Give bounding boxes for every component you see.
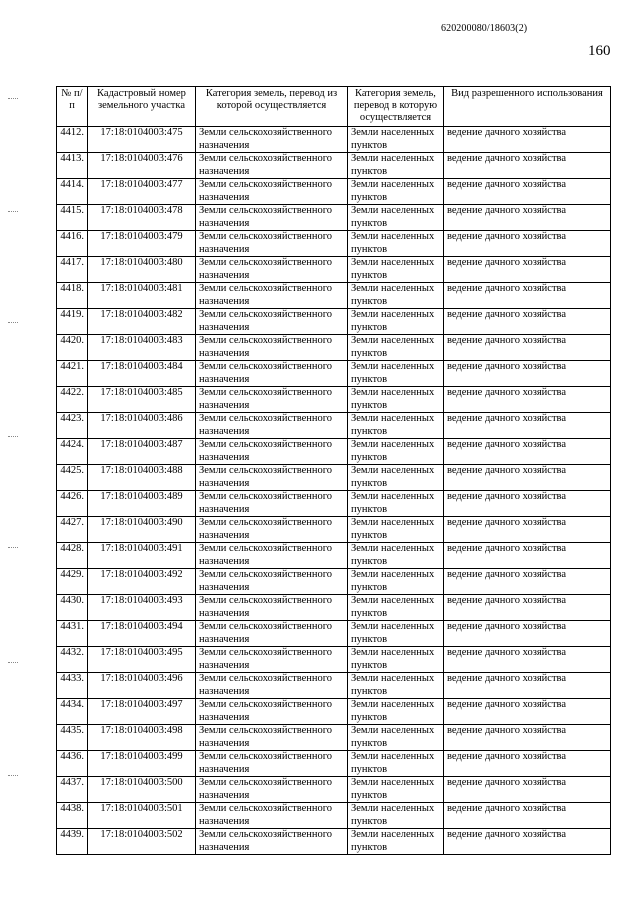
category-to-cell: Земли населенных пунктов <box>348 179 444 205</box>
permitted-use-cell: ведение дачного хозяйства <box>444 439 611 465</box>
category-from-cell: Земли сельскохозяйственного назначения <box>196 309 348 335</box>
row-number-cell: 4421. <box>57 361 88 387</box>
table-row <box>57 283 611 309</box>
table-row <box>57 153 611 179</box>
row-number-cell: 4428. <box>57 543 88 569</box>
row-number-cell: 4431. <box>57 621 88 647</box>
category-from-cell: Земли сельскохозяйственного назначения <box>196 491 348 517</box>
row-number-cell: 4438. <box>57 803 88 829</box>
row-number-cell: 4429. <box>57 569 88 595</box>
row-number-cell: 4414. <box>57 179 88 205</box>
cadastral-number-cell: 17:18:0104003:488 <box>88 465 196 491</box>
category-to-cell: Земли населенных пунктов <box>348 413 444 439</box>
cadastral-number-cell: 17:18:0104003:487 <box>88 439 196 465</box>
cadastral-number-cell: 17:18:0104003:476 <box>88 153 196 179</box>
permitted-use-cell: ведение дачного хозяйства <box>444 153 611 179</box>
category-to-cell: Земли населенных пунктов <box>348 231 444 257</box>
category-to-cell: Земли населенных пунктов <box>348 153 444 179</box>
permitted-use-cell: ведение дачного хозяйства <box>444 335 611 361</box>
cadastral-number-cell: 17:18:0104003:499 <box>88 751 196 777</box>
header-permitted-use: Вид разрешенного использования <box>444 87 611 127</box>
cadastral-number-cell: 17:18:0104003:483 <box>88 335 196 361</box>
land-registry-table <box>56 86 611 855</box>
row-number-cell: 4427. <box>57 517 88 543</box>
table-row <box>57 491 611 517</box>
category-from-cell: Земли сельскохозяйственного назначения <box>196 543 348 569</box>
table-row <box>57 361 611 387</box>
permitted-use-cell: ведение дачного хозяйства <box>444 829 611 855</box>
permitted-use-cell: ведение дачного хозяйства <box>444 491 611 517</box>
category-to-cell: Земли населенных пунктов <box>348 283 444 309</box>
page-number: 160 <box>588 43 611 59</box>
category-to-cell: Земли населенных пунктов <box>348 777 444 803</box>
permitted-use-cell: ведение дачного хозяйства <box>444 127 611 153</box>
category-from-cell: Земли сельскохозяйственного назначения <box>196 153 348 179</box>
permitted-use-cell: ведение дачного хозяйства <box>444 647 611 673</box>
cadastral-number-cell: 17:18:0104003:502 <box>88 829 196 855</box>
cadastral-number-cell: 17:18:0104003:495 <box>88 647 196 673</box>
permitted-use-cell: ведение дачного хозяйства <box>444 387 611 413</box>
cadastral-number-cell: 17:18:0104003:492 <box>88 569 196 595</box>
permitted-use-cell: ведение дачного хозяйства <box>444 283 611 309</box>
table-row <box>57 569 611 595</box>
cadastral-number-cell: 17:18:0104003:489 <box>88 491 196 517</box>
category-to-cell: Земли населенных пунктов <box>348 803 444 829</box>
permitted-use-cell: ведение дачного хозяйства <box>444 725 611 751</box>
table-row <box>57 595 611 621</box>
permitted-use-cell: ведение дачного хозяйства <box>444 309 611 335</box>
category-to-cell: Земли населенных пунктов <box>348 517 444 543</box>
category-to-cell: Земли населенных пунктов <box>348 205 444 231</box>
permitted-use-cell: ведение дачного хозяйства <box>444 179 611 205</box>
category-from-cell: Земли сельскохозяйственного назначения <box>196 517 348 543</box>
table-row <box>57 517 611 543</box>
header-category-from: Категория земель, перевод из которой осуществляется <box>196 87 348 127</box>
permitted-use-cell: ведение дачного хозяйства <box>444 257 611 283</box>
category-to-cell: Земли населенных пунктов <box>348 595 444 621</box>
category-to-cell: Земли населенных пунктов <box>348 361 444 387</box>
table-row <box>57 309 611 335</box>
category-to-cell: Земли населенных пунктов <box>348 335 444 361</box>
category-to-cell: Земли населенных пунктов <box>348 751 444 777</box>
cadastral-number-cell: 17:18:0104003:496 <box>88 673 196 699</box>
table-header-row <box>57 87 611 127</box>
cadastral-number-cell: 17:18:0104003:486 <box>88 413 196 439</box>
category-from-cell: Земли сельскохозяйственного назначения <box>196 803 348 829</box>
category-to-cell: Земли населенных пунктов <box>348 439 444 465</box>
permitted-use-cell: ведение дачного хозяйства <box>444 231 611 257</box>
category-from-cell: Земли сельскохозяйственного назначения <box>196 127 348 153</box>
category-to-cell: Земли населенных пунктов <box>348 309 444 335</box>
permitted-use-cell: ведение дачного хозяйства <box>444 413 611 439</box>
table-row <box>57 829 611 855</box>
table-row <box>57 777 611 803</box>
category-from-cell: Земли сельскохозяйственного назначения <box>196 439 348 465</box>
table-row <box>57 803 611 829</box>
table-body <box>57 127 611 855</box>
category-to-cell: Земли населенных пунктов <box>348 543 444 569</box>
category-to-cell: Земли населенных пунктов <box>348 725 444 751</box>
category-to-cell: Земли населенных пунктов <box>348 673 444 699</box>
table-row <box>57 725 611 751</box>
category-to-cell: Земли населенных пунктов <box>348 647 444 673</box>
category-from-cell: Земли сельскохозяйственного назначения <box>196 283 348 309</box>
permitted-use-cell: ведение дачного хозяйства <box>444 543 611 569</box>
scan-margin-marks <box>0 0 30 905</box>
permitted-use-cell: ведение дачного хозяйства <box>444 621 611 647</box>
permitted-use-cell: ведение дачного хозяйства <box>444 699 611 725</box>
table-row <box>57 439 611 465</box>
permitted-use-cell: ведение дачного хозяйства <box>444 673 611 699</box>
category-to-cell: Земли населенных пунктов <box>348 257 444 283</box>
row-number-cell: 4423. <box>57 413 88 439</box>
category-from-cell: Земли сельскохозяйственного назначения <box>196 621 348 647</box>
permitted-use-cell: ведение дачного хозяйства <box>444 361 611 387</box>
table-row <box>57 751 611 777</box>
cadastral-number-cell: 17:18:0104003:501 <box>88 803 196 829</box>
row-number-cell: 4434. <box>57 699 88 725</box>
cadastral-number-cell: 17:18:0104003:481 <box>88 283 196 309</box>
header-number: № п/п <box>57 87 88 127</box>
row-number-cell: 4433. <box>57 673 88 699</box>
category-from-cell: Земли сельскохозяйственного назначения <box>196 673 348 699</box>
category-to-cell: Земли населенных пунктов <box>348 387 444 413</box>
permitted-use-cell: ведение дачного хозяйства <box>444 595 611 621</box>
row-number-cell: 4426. <box>57 491 88 517</box>
cadastral-number-cell: 17:18:0104003:494 <box>88 621 196 647</box>
category-from-cell: Земли сельскохозяйственного назначения <box>196 335 348 361</box>
category-to-cell: Земли населенных пунктов <box>348 569 444 595</box>
category-from-cell: Земли сельскохозяйственного назначения <box>196 699 348 725</box>
row-number-cell: 4435. <box>57 725 88 751</box>
cadastral-number-cell: 17:18:0104003:485 <box>88 387 196 413</box>
cadastral-number-cell: 17:18:0104003:491 <box>88 543 196 569</box>
category-to-cell: Земли населенных пунктов <box>348 127 444 153</box>
row-number-cell: 4439. <box>57 829 88 855</box>
row-number-cell: 4432. <box>57 647 88 673</box>
table-row <box>57 413 611 439</box>
row-number-cell: 4416. <box>57 231 88 257</box>
row-number-cell: 4419. <box>57 309 88 335</box>
row-number-cell: 4424. <box>57 439 88 465</box>
row-number-cell: 4425. <box>57 465 88 491</box>
category-from-cell: Земли сельскохозяйственного назначения <box>196 179 348 205</box>
permitted-use-cell: ведение дачного хозяйства <box>444 803 611 829</box>
cadastral-number-cell: 17:18:0104003:475 <box>88 127 196 153</box>
table-row <box>57 335 611 361</box>
permitted-use-cell: ведение дачного хозяйства <box>444 517 611 543</box>
cadastral-number-cell: 17:18:0104003:500 <box>88 777 196 803</box>
table-row <box>57 647 611 673</box>
cadastral-number-cell: 17:18:0104003:478 <box>88 205 196 231</box>
row-number-cell: 4415. <box>57 205 88 231</box>
cadastral-number-cell: 17:18:0104003:484 <box>88 361 196 387</box>
category-from-cell: Земли сельскохозяйственного назначения <box>196 413 348 439</box>
row-number-cell: 4412. <box>57 127 88 153</box>
cadastral-number-cell: 17:18:0104003:482 <box>88 309 196 335</box>
category-to-cell: Земли населенных пунктов <box>348 491 444 517</box>
row-number-cell: 4422. <box>57 387 88 413</box>
category-to-cell: Земли населенных пунктов <box>348 621 444 647</box>
permitted-use-cell: ведение дачного хозяйства <box>444 205 611 231</box>
category-from-cell: Земли сельскохозяйственного назначения <box>196 829 348 855</box>
cadastral-number-cell: 17:18:0104003:497 <box>88 699 196 725</box>
category-from-cell: Земли сельскохозяйственного назначения <box>196 647 348 673</box>
cadastral-number-cell: 17:18:0104003:493 <box>88 595 196 621</box>
table-row <box>57 673 611 699</box>
category-from-cell: Земли сельскохозяйственного назначения <box>196 777 348 803</box>
permitted-use-cell: ведение дачного хозяйства <box>444 751 611 777</box>
row-number-cell: 4430. <box>57 595 88 621</box>
row-number-cell: 4420. <box>57 335 88 361</box>
category-from-cell: Земли сельскохозяйственного назначения <box>196 387 348 413</box>
table-row <box>57 699 611 725</box>
header-category-to: Категория земель, перевод в которую осуществляется <box>348 87 444 127</box>
row-number-cell: 4418. <box>57 283 88 309</box>
category-from-cell: Земли сельскохозяйственного назначения <box>196 361 348 387</box>
cadastral-number-cell: 17:18:0104003:490 <box>88 517 196 543</box>
category-from-cell: Земли сельскохозяйственного назначения <box>196 257 348 283</box>
category-to-cell: Земли населенных пунктов <box>348 465 444 491</box>
category-to-cell: Земли населенных пунктов <box>348 699 444 725</box>
row-number-cell: 4413. <box>57 153 88 179</box>
table-row <box>57 179 611 205</box>
table-row <box>57 621 611 647</box>
category-to-cell: Земли населенных пунктов <box>348 829 444 855</box>
table-row <box>57 465 611 491</box>
category-from-cell: Земли сельскохозяйственного назначения <box>196 569 348 595</box>
table-row <box>57 231 611 257</box>
table-row <box>57 387 611 413</box>
table-row <box>57 257 611 283</box>
permitted-use-cell: ведение дачного хозяйства <box>444 465 611 491</box>
category-from-cell: Земли сельскохозяйственного назначения <box>196 231 348 257</box>
permitted-use-cell: ведение дачного хозяйства <box>444 777 611 803</box>
category-from-cell: Земли сельскохозяйственного назначения <box>196 465 348 491</box>
category-from-cell: Земли сельскохозяйственного назначения <box>196 751 348 777</box>
row-number-cell: 4437. <box>57 777 88 803</box>
permitted-use-cell: ведение дачного хозяйства <box>444 569 611 595</box>
cadastral-number-cell: 17:18:0104003:479 <box>88 231 196 257</box>
category-from-cell: Земли сельскохозяйственного назначения <box>196 205 348 231</box>
header-cadastral-number: Кадастровый номер земельного участка <box>88 87 196 127</box>
table-row <box>57 127 611 153</box>
table-row <box>57 543 611 569</box>
category-from-cell: Земли сельскохозяйственного назначения <box>196 595 348 621</box>
row-number-cell: 4417. <box>57 257 88 283</box>
document-code: 620200080/18603(2) <box>441 23 528 34</box>
row-number-cell: 4436. <box>57 751 88 777</box>
cadastral-number-cell: 17:18:0104003:480 <box>88 257 196 283</box>
cadastral-number-cell: 17:18:0104003:498 <box>88 725 196 751</box>
cadastral-number-cell: 17:18:0104003:477 <box>88 179 196 205</box>
category-from-cell: Земли сельскохозяйственного назначения <box>196 725 348 751</box>
table-row <box>57 205 611 231</box>
